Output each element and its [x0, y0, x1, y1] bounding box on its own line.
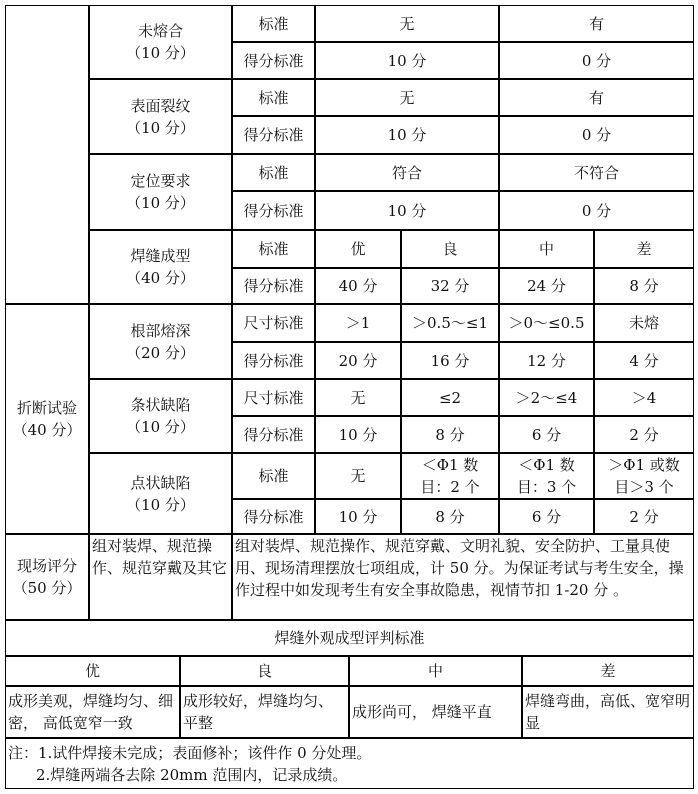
standard-value: ＞2～≤4	[499, 379, 594, 416]
criterion-name: 定位要求 （10 分）	[89, 154, 232, 230]
standard-value: 不符合	[499, 154, 694, 191]
standard-value: 无	[315, 5, 499, 42]
standard-value: ＞4	[594, 379, 694, 416]
grade-description: 焊缝弯曲，高低、宽窄明显	[522, 686, 694, 738]
score-value: 4 分	[594, 342, 694, 379]
criterion-name: 未熔合 （10 分）	[89, 5, 232, 79]
score-value: 0 分	[499, 191, 694, 230]
standard-value: ＞Φ1 或数目＞3 个	[594, 453, 694, 499]
standard-label: 标准	[232, 5, 315, 42]
standard-value: ＜Φ1 数目：2 个	[401, 453, 499, 499]
standard-value: 无	[315, 453, 401, 499]
score-value: 16 分	[401, 342, 499, 379]
criterion-name: 表面裂纹 （10 分）	[89, 79, 232, 154]
section-site-score: 现场评分 （50 分）	[5, 534, 89, 620]
notes-block	[5, 738, 694, 789]
score-label: 得分标准	[232, 499, 315, 534]
criterion-name: 根部熔深 （20 分）	[89, 304, 232, 379]
score-label: 得分标准	[232, 268, 315, 304]
standard-label: 尺寸标准	[232, 304, 315, 342]
standard-value: ＜Φ1 数目：3 个	[499, 453, 594, 499]
standard-value: ＞1	[315, 304, 401, 342]
standard-value: 未熔	[594, 304, 694, 342]
criterion-name: 点状缺陷 （10 分）	[89, 453, 232, 534]
standard-value: 良	[401, 230, 499, 268]
score-value: 10 分	[315, 42, 499, 79]
score-value: 6 分	[499, 416, 594, 453]
standard-value: 中	[499, 230, 594, 268]
grade-header: 差	[522, 656, 694, 686]
appearance-title: 焊缝外观成型评判标准	[5, 620, 694, 656]
score-label: 得分标准	[232, 116, 315, 154]
score-value: 0 分	[499, 116, 694, 154]
standard-label: 标准	[232, 453, 315, 499]
standard-value: 有	[499, 5, 694, 42]
score-value: 24 分	[499, 268, 594, 304]
standard-value: ＞0～≤0.5	[499, 304, 594, 342]
score-value: 6 分	[499, 499, 594, 534]
standard-value: 符合	[315, 154, 499, 191]
note-line-1: 注：1.试件焊接未完成；表面修补；该件作 0 分处理。	[8, 743, 372, 762]
score-value: 10 分	[315, 116, 499, 154]
score-value: 10 分	[315, 191, 499, 230]
note-line-2: 2.焊缝两端各去除 20mm 范围内，记录成绩。	[36, 765, 348, 784]
standard-value: 优	[315, 230, 401, 268]
score-label: 得分标准	[232, 342, 315, 379]
criterion-name: 条状缺陷 （10 分）	[89, 379, 232, 453]
score-value: 10 分	[315, 499, 401, 534]
standard-label: 标准	[232, 230, 315, 268]
standard-value: 差	[594, 230, 694, 268]
score-label: 得分标准	[232, 42, 315, 79]
score-value: 8 分	[401, 416, 499, 453]
section-fracture-test: 折断试验 （40 分）	[5, 304, 89, 534]
score-value: 8 分	[594, 268, 694, 304]
score-label: 得分标准	[232, 416, 315, 453]
grade-description: 成形美观，焊缝均匀、细密， 高低宽窄一致	[5, 686, 180, 738]
score-value: 8 分	[401, 499, 499, 534]
standard-label: 标准	[232, 79, 315, 116]
grade-header: 良	[180, 656, 349, 686]
standard-value: 有	[499, 79, 694, 116]
standard-value: ≤2	[401, 379, 499, 416]
grade-header: 中	[349, 656, 522, 686]
score-value: 20 分	[315, 342, 401, 379]
score-label: 得分标准	[232, 191, 315, 230]
grade-description: 成形尚可， 焊缝平直	[349, 686, 522, 738]
score-value: 40 分	[315, 268, 401, 304]
criterion-name: 焊缝成型 （40 分）	[89, 230, 232, 304]
standard-value: 无	[315, 379, 401, 416]
standard-value: 无	[315, 79, 499, 116]
site-long-text: 组对装焊、规范操作、规范穿戴、文明礼貌、安全防护、工量具使用、现场清理摆放七项组成，计 50 分。为保证考试与考生安全，操作过程中如发现考生有安全事故隐患，视情节扣 1-20 分 。	[232, 534, 694, 620]
score-value: 0 分	[499, 42, 694, 79]
score-value: 32 分	[401, 268, 499, 304]
score-value: 12 分	[499, 342, 594, 379]
score-value: 2 分	[594, 499, 694, 534]
grade-description: 成形较好，焊缝均匀、平整	[180, 686, 349, 738]
standard-label: 尺寸标准	[232, 379, 315, 416]
score-value: 2 分	[594, 416, 694, 453]
site-short-text: 组对装焊、规范操作、规范穿戴及其它	[89, 534, 232, 620]
score-value: 10 分	[315, 416, 401, 453]
standard-value: ＞0.5～≤1	[401, 304, 499, 342]
grade-header: 优	[5, 656, 180, 686]
left-column-empty	[5, 5, 89, 304]
standard-label: 标准	[232, 154, 315, 191]
